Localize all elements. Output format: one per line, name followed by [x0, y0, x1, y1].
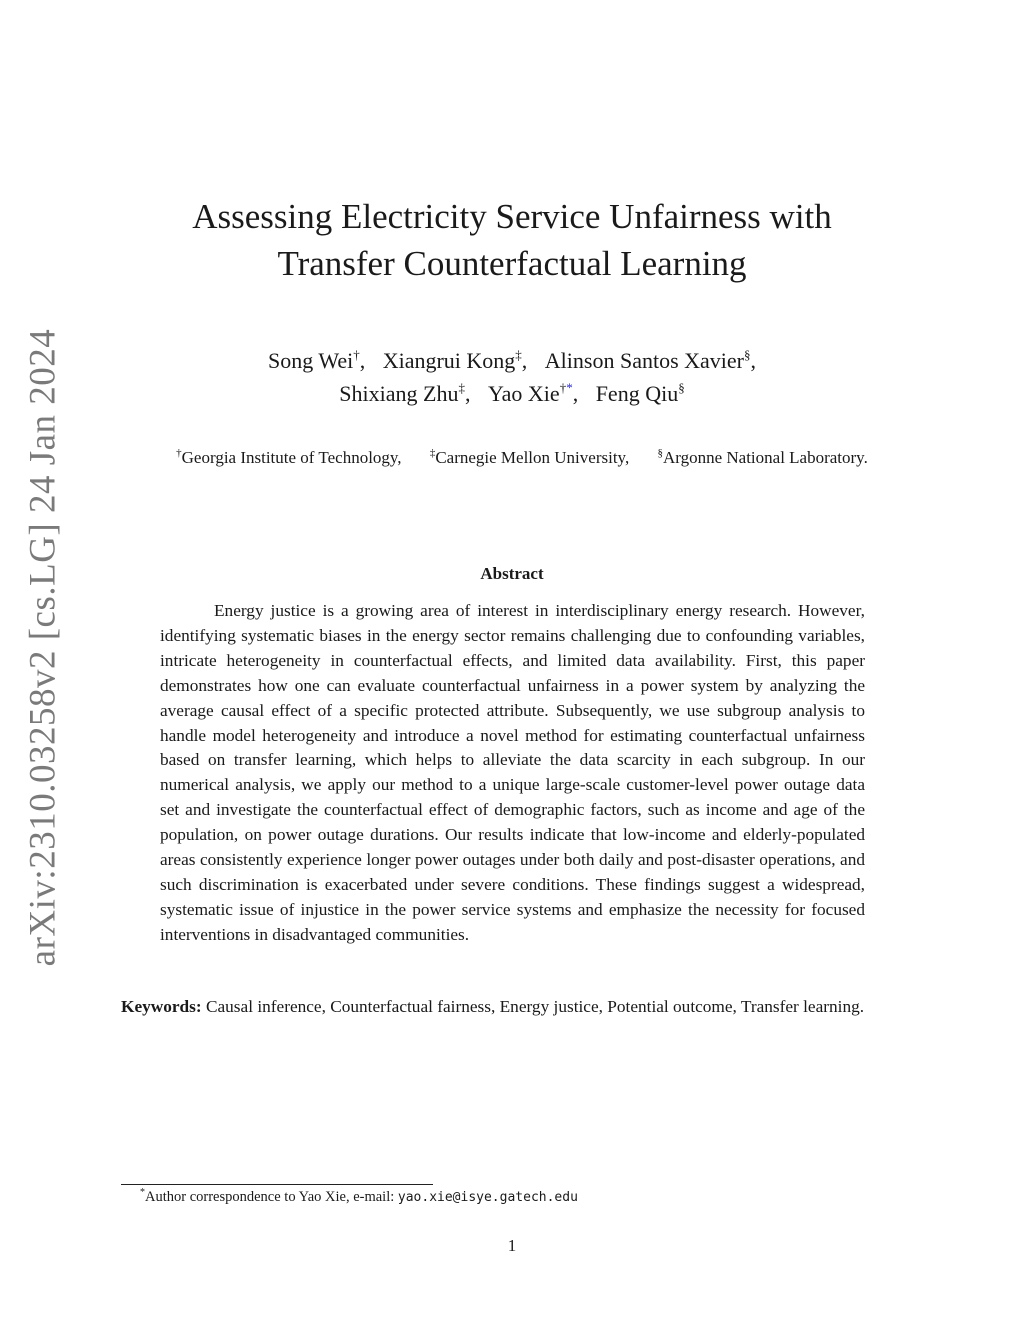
author: Xiangrui Kong‡,: [382, 347, 528, 373]
author-list: [130, 344, 894, 410]
affiliation: †Georgia Institute of Technology,: [176, 447, 402, 467]
page-number: 1: [507, 1236, 517, 1255]
author: Feng Qiu§: [595, 380, 685, 406]
arxiv-id: arXiv:2310.03258v2 [cs.LG] 24 Jan 2024: [22, 328, 64, 966]
abstract-heading: Abstract: [480, 564, 544, 583]
affiliations: [122, 448, 922, 468]
arxiv-stamp: [14, 328, 72, 966]
footnote: *Author correspondence to Yao Xie, e-mail: yao.xie@isye.gatech.edu: [140, 1187, 578, 1205]
keywords: [121, 994, 905, 1019]
keywords-text: Causal inference, Counterfactual fairness, Energy justice, Potential outcome, Transfer learning.: [205, 997, 865, 1016]
author-line-1: [130, 344, 894, 377]
author-line-2: [130, 377, 894, 410]
abstract-body: Energy justice is a growing area of interest in interdisciplinary energy research. However, identifying systematic biases in the energy sector remains challenging due to confounding variables, intricate heterogeneity in counterfactual effects, and limited data availability. First, this paper demonstrates how one can evaluate counterfactual unfairness in a power system by analyzing the average causal effect of a specific protected attribute. Subsequently, we use subgroup analysis to handle model heterogeneity and introduce a novel method for estimating counterfactual unfairness based on transfer learning, which helps to alleviate the data scarcity in each subgroup. In our numerical analysis, we apply our method to a unique large-scale customer-level power outage data set and investigate the counterfactual effect of demographic factors, such as income and age of the population, on power outage durations. Our results indicate that low-income and elderly-populated areas consistently experience longer power outages under both daily and post-disaster operations, and such discrimination is exacerbated under severe conditions. These findings suggest a widespread, systematic issue of injustice in the power service systems and emphasize the necessity for focused interventions in disadvantaged communities.: [160, 601, 865, 944]
author: Alinson Santos Xavier§,: [544, 347, 756, 373]
paper-title: [130, 193, 894, 287]
affiliation: ‡Carnegie Mellon University,: [429, 447, 630, 467]
title-line-2: Transfer Counterfactual Learning: [277, 244, 747, 283]
title-line-1: Assessing Electricity Service Unfairness with: [192, 197, 832, 236]
affiliation: §Argonne National Laboratory.: [657, 447, 868, 467]
footnote-rule: [121, 1184, 433, 1185]
author: Shixiang Zhu‡,: [339, 380, 471, 406]
author: Song Wei†,: [267, 347, 366, 373]
email-link[interactable]: yao.xie@isye.gatech.edu: [397, 1190, 578, 1205]
corresponding-author-link[interactable]: *: [566, 380, 573, 395]
keywords-label: Keywords:: [121, 997, 202, 1016]
author: Yao Xie†*,: [487, 380, 579, 406]
